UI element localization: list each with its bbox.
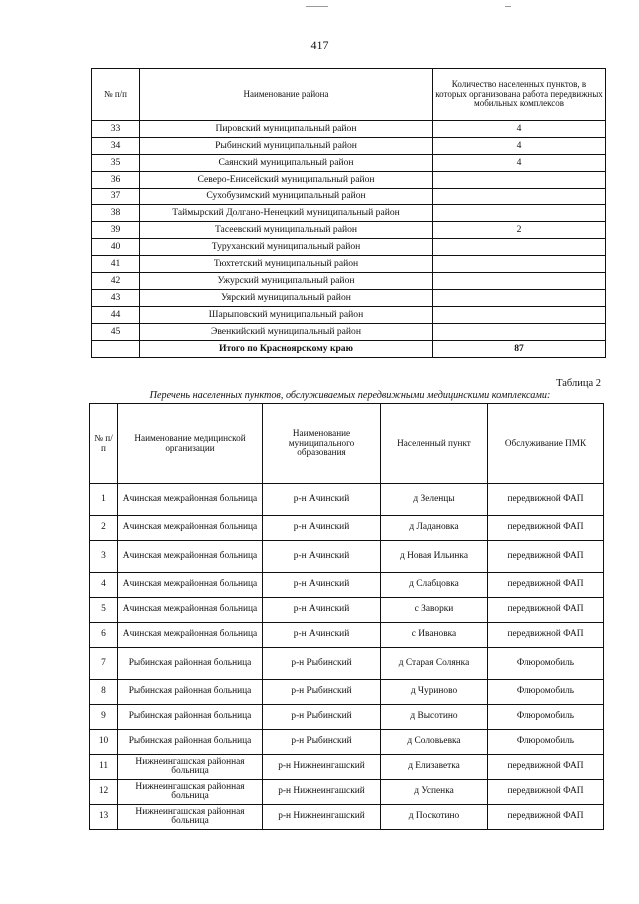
table-row bbox=[90, 648, 604, 680]
settlements-table bbox=[89, 403, 604, 830]
row-num: 34 bbox=[92, 137, 140, 154]
row-service: передвижной ФАП bbox=[488, 805, 604, 830]
table-row bbox=[90, 541, 604, 573]
row-org: Нижнеингашская районная больница bbox=[118, 755, 263, 780]
total-row bbox=[92, 340, 606, 357]
table-row bbox=[92, 154, 606, 171]
row-service: Флюромобиль bbox=[488, 705, 604, 730]
row-settlement: д Слабцовка bbox=[381, 573, 488, 598]
row-service: передвижной ФАП bbox=[488, 623, 604, 648]
table-row bbox=[90, 680, 604, 705]
row-municipality: р-н Нижнеингашский bbox=[263, 780, 381, 805]
row-service: передвижной ФАП bbox=[488, 541, 604, 573]
row-num: 8 bbox=[90, 680, 118, 705]
row-org: Ачинская межрайонная больница bbox=[118, 623, 263, 648]
row-service: Флюромобиль bbox=[488, 648, 604, 680]
row-service: передвижной ФАП bbox=[488, 573, 604, 598]
row-municipality: р-н Ачинский bbox=[263, 573, 381, 598]
table-row bbox=[90, 805, 604, 830]
row-settlement: д Поскотино bbox=[381, 805, 488, 830]
row-count bbox=[433, 239, 606, 256]
row-num: 43 bbox=[92, 289, 140, 306]
row-settlement: д Высотино bbox=[381, 705, 488, 730]
row-settlement: д Новая Ильинка bbox=[381, 541, 488, 573]
row-settlement: с Ивановка bbox=[381, 623, 488, 648]
table-row bbox=[90, 780, 604, 805]
row-num: 39 bbox=[92, 222, 140, 239]
row-num: 41 bbox=[92, 256, 140, 273]
row-num: 3 bbox=[90, 541, 118, 573]
header-org: Наименование медицинской организации bbox=[118, 404, 263, 484]
row-num: 2 bbox=[90, 516, 118, 541]
table-row bbox=[92, 273, 606, 290]
row-num: 33 bbox=[92, 121, 140, 138]
row-district: Пировский муниципальный район bbox=[140, 121, 433, 138]
table-row bbox=[92, 239, 606, 256]
row-org: Рыбинская районная больница bbox=[118, 648, 263, 680]
row-district: Рыбинский муниципальный район bbox=[140, 137, 433, 154]
table-row bbox=[90, 516, 604, 541]
row-municipality: р-н Нижнеингашский bbox=[263, 805, 381, 830]
header-num: № п/п bbox=[90, 404, 118, 484]
row-count: 2 bbox=[433, 222, 606, 239]
table-row bbox=[90, 755, 604, 780]
table-row bbox=[90, 484, 604, 516]
row-district: Тасеевский муниципальный район bbox=[140, 222, 433, 239]
row-num: 10 bbox=[90, 730, 118, 755]
table-row bbox=[92, 323, 606, 340]
table-header-row bbox=[90, 404, 604, 484]
row-district: Ужурский муниципальный район bbox=[140, 273, 433, 290]
row-org: Рыбинская районная больница bbox=[118, 730, 263, 755]
table-row bbox=[90, 573, 604, 598]
row-num: 12 bbox=[90, 780, 118, 805]
row-service: передвижной ФАП bbox=[488, 598, 604, 623]
table-header-row bbox=[92, 69, 606, 121]
row-num: 44 bbox=[92, 306, 140, 323]
row-num: 13 bbox=[90, 805, 118, 830]
header-count: Количество населенных пунктов, в которых организована работа передвижных мобильных комплексов bbox=[433, 69, 606, 121]
table-row bbox=[92, 171, 606, 188]
row-municipality: р-н Ачинский bbox=[263, 484, 381, 516]
row-service: передвижной ФАП bbox=[488, 780, 604, 805]
header-service: Обслуживание ПМК bbox=[488, 404, 604, 484]
row-municipality: р-н Рыбинский bbox=[263, 705, 381, 730]
row-service: передвижной ФАП bbox=[488, 484, 604, 516]
total-empty-cell bbox=[92, 340, 140, 357]
row-district: Эвенкийский муниципальный район bbox=[140, 323, 433, 340]
row-municipality: р-н Рыбинский bbox=[263, 680, 381, 705]
row-num: 6 bbox=[90, 623, 118, 648]
row-org: Рыбинская районная больница bbox=[118, 680, 263, 705]
row-settlement: д Соловьевка bbox=[381, 730, 488, 755]
row-num: 35 bbox=[92, 154, 140, 171]
table-row bbox=[92, 121, 606, 138]
header-district: Наименование района bbox=[140, 69, 433, 121]
row-org: Ачинская межрайонная больница bbox=[118, 484, 263, 516]
districts-table bbox=[91, 68, 606, 358]
row-count bbox=[433, 273, 606, 290]
row-count bbox=[433, 289, 606, 306]
row-service: Флюромобиль bbox=[488, 730, 604, 755]
row-org: Ачинская межрайонная больница bbox=[118, 573, 263, 598]
row-num: 5 bbox=[90, 598, 118, 623]
total-label: Итого по Красноярскому краю bbox=[140, 340, 433, 357]
row-num: 38 bbox=[92, 205, 140, 222]
row-count bbox=[433, 205, 606, 222]
row-count: 4 bbox=[433, 154, 606, 171]
row-district: Шарыповский муниципальный район bbox=[140, 306, 433, 323]
table-row bbox=[92, 205, 606, 222]
header-settlement: Населенный пункт bbox=[381, 404, 488, 484]
row-settlement: с Заворки bbox=[381, 598, 488, 623]
table-row bbox=[92, 222, 606, 239]
table-row bbox=[92, 256, 606, 273]
row-settlement: д Успенка bbox=[381, 780, 488, 805]
row-org: Рыбинская районная больница bbox=[118, 705, 263, 730]
row-service: передвижной ФАП bbox=[488, 755, 604, 780]
row-count bbox=[433, 256, 606, 273]
row-count: 4 bbox=[433, 137, 606, 154]
row-num: 37 bbox=[92, 188, 140, 205]
row-count bbox=[433, 323, 606, 340]
row-org: Нижнеингашская районная больница bbox=[118, 780, 263, 805]
row-settlement: д Чуриново bbox=[381, 680, 488, 705]
row-municipality: р-н Ачинский bbox=[263, 516, 381, 541]
row-num: 36 bbox=[92, 171, 140, 188]
row-num: 11 bbox=[90, 755, 118, 780]
row-settlement: д Старая Солянка bbox=[381, 648, 488, 680]
row-num: 4 bbox=[90, 573, 118, 598]
top-scan-mark bbox=[505, 6, 511, 7]
row-district: Сухобузимский муниципальный район bbox=[140, 188, 433, 205]
row-settlement: д Ладановка bbox=[381, 516, 488, 541]
row-settlement: д Елизаветка bbox=[381, 755, 488, 780]
row-municipality: р-н Нижнеингашский bbox=[263, 755, 381, 780]
table-row bbox=[90, 730, 604, 755]
header-num: № п/п bbox=[92, 69, 140, 121]
row-num: 45 bbox=[92, 323, 140, 340]
row-num: 42 bbox=[92, 273, 140, 290]
table-row bbox=[90, 598, 604, 623]
row-count bbox=[433, 188, 606, 205]
page-number: 417 bbox=[310, 38, 329, 52]
table-row bbox=[90, 705, 604, 730]
row-count bbox=[433, 171, 606, 188]
table-row bbox=[92, 306, 606, 323]
table-row bbox=[92, 188, 606, 205]
row-org: Ачинская межрайонная больница bbox=[118, 541, 263, 573]
total-value: 87 bbox=[433, 340, 606, 357]
row-district: Уярский муниципальный район bbox=[140, 289, 433, 306]
row-settlement: д Зеленцы bbox=[381, 484, 488, 516]
table-row bbox=[92, 137, 606, 154]
row-district: Северо-Енисейский муниципальный район bbox=[140, 171, 433, 188]
row-municipality: р-н Рыбинский bbox=[263, 648, 381, 680]
header-municipality: Наименование муниципального образования bbox=[263, 404, 381, 484]
row-num: 9 bbox=[90, 705, 118, 730]
table-row bbox=[90, 623, 604, 648]
row-num: 1 bbox=[90, 484, 118, 516]
row-municipality: р-н Рыбинский bbox=[263, 730, 381, 755]
row-count: 4 bbox=[433, 121, 606, 138]
row-org: Ачинская межрайонная больница bbox=[118, 598, 263, 623]
row-num: 40 bbox=[92, 239, 140, 256]
row-municipality: р-н Ачинский bbox=[263, 541, 381, 573]
top-scan-mark bbox=[306, 6, 328, 7]
table-title: Перечень населенных пунктов, обслуживаемых передвижными медицинскими комплексами: bbox=[149, 390, 551, 401]
row-district: Таймырский Долгано-Ненецкий муниципальный район bbox=[140, 205, 433, 222]
row-municipality: р-н Ачинский bbox=[263, 623, 381, 648]
row-service: Флюромобиль bbox=[488, 680, 604, 705]
row-district: Тюхтетский муниципальный район bbox=[140, 256, 433, 273]
row-service: передвижной ФАП bbox=[488, 516, 604, 541]
row-org: Ачинская межрайонная больница bbox=[118, 516, 263, 541]
row-num: 7 bbox=[90, 648, 118, 680]
table-label: Таблица 2 bbox=[556, 378, 601, 389]
row-district: Саянский муниципальный район bbox=[140, 154, 433, 171]
row-org: Нижнеингашская районная больница bbox=[118, 805, 263, 830]
row-municipality: р-н Ачинский bbox=[263, 598, 381, 623]
row-count bbox=[433, 306, 606, 323]
row-district: Туруханский муниципальный район bbox=[140, 239, 433, 256]
table-row bbox=[92, 289, 606, 306]
